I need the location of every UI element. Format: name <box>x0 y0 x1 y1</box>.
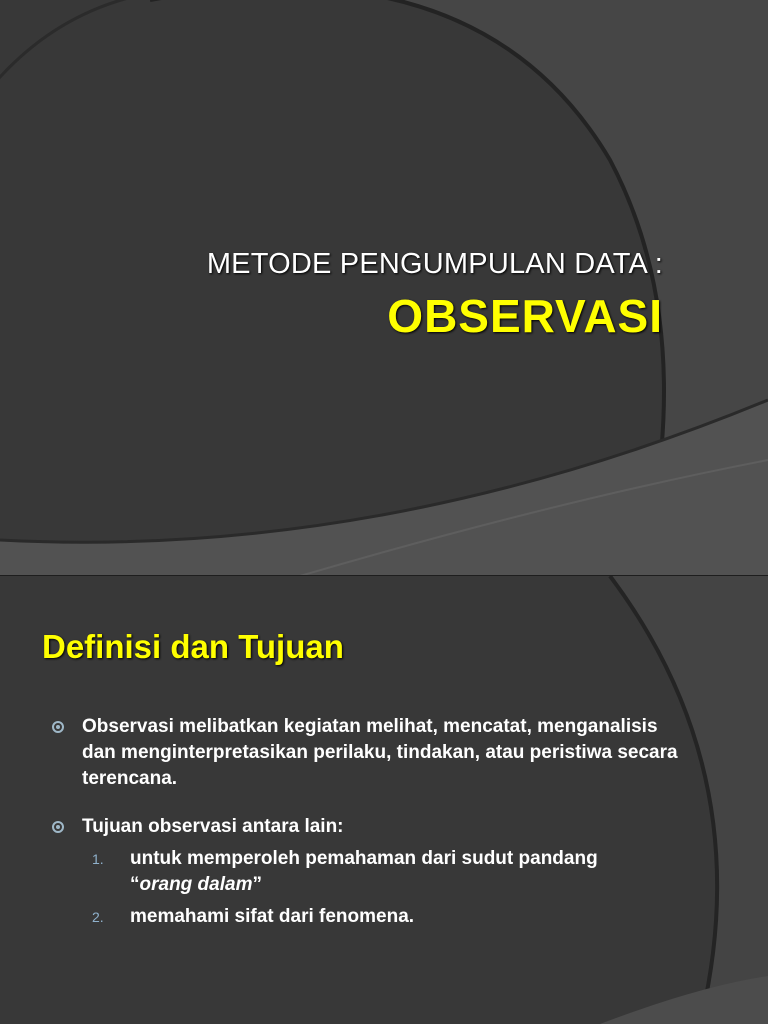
bullet-list <box>48 714 688 930</box>
bullet-text: Tujuan observasi antara lain: <box>82 816 344 837</box>
item-text: untuk memperoleh pemahaman dari sudut pandang <box>130 848 598 869</box>
item-number: 2. <box>92 909 104 925</box>
quote-open: “ <box>130 874 140 895</box>
item-italic-text: orang dalam <box>139 874 253 895</box>
item-text: memahami sifat dari fenomena. <box>130 906 415 927</box>
circle-dot-bullet-icon <box>52 721 64 733</box>
bullet-text: Observasi melibatkan kegiatan melihat, mencatat, menganalisis dan menginterpretasikan perilaku, tindakan, atau peristiwa secara terencana. <box>82 716 678 789</box>
item-number: 1. <box>92 851 104 867</box>
quote-close: ” <box>252 874 262 895</box>
slide-subtitle: METODE PENGUMPULAN DATA : <box>206 248 663 280</box>
bullet-item <box>48 714 688 792</box>
numbered-item <box>82 904 688 930</box>
slide-title: OBSERVASI <box>387 290 663 342</box>
numbered-item <box>82 846 688 898</box>
content-slide <box>0 576 768 1024</box>
title-block <box>207 248 663 343</box>
numbered-list <box>82 846 688 930</box>
slide-heading: Definisi dan Tujuan <box>42 628 344 665</box>
bullet-item <box>48 814 688 930</box>
circle-dot-bullet-icon <box>52 821 64 833</box>
